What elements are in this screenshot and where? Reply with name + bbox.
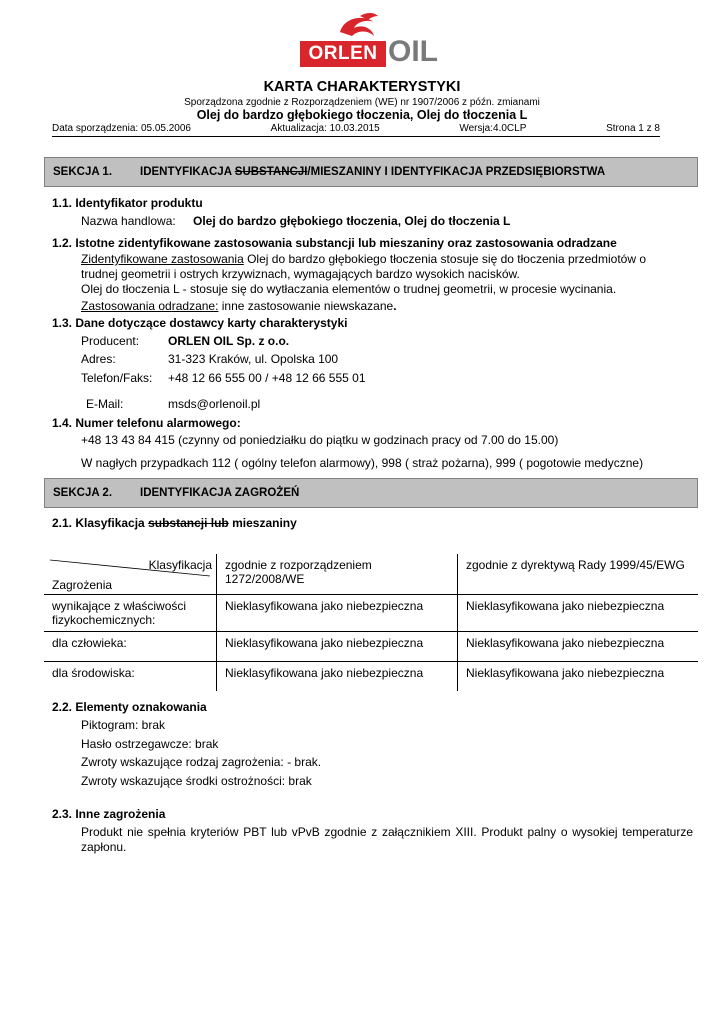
signal-word-line: Hasło ostrzegawcze: brak — [81, 737, 219, 751]
corner-hazards-label: Zagrożenia — [52, 577, 113, 592]
row-value-regulation: Nieklasyfikowana jako niebezpieczna — [217, 594, 458, 631]
page-number: Strona 1 z 8 — [606, 123, 660, 134]
hazard-statements-line: Zwroty wskazujące rodzaj zagrożenia: - brak. — [81, 755, 322, 769]
producer-label: Producent: — [81, 334, 140, 348]
advised-against-label: Zastosowania odradzane: — [81, 299, 219, 313]
header-divider — [52, 136, 660, 137]
section-1-title: IDENTYFIKACJA SUBSTANCJI/MIESZANINY I IDENTYFIKACJA PRZEDSIĘBIORSTWA — [140, 166, 606, 178]
identified-uses: Zidentyfikowane zastosowania Olej do bardzo głębokiego tłoczenia stosuje się do tłoczenia przedmiotów o trudnej geometrii i ostrych krzywiznach, wymagających bardzo wysokich nacisków. Olej do tłoczenia L - stosuje się do wytłaczania elementów o trudnej geometrii, w procesie wycinania. Zastosowania odradzane: inne zastosowanie niewskazane. — [81, 252, 646, 313]
emergency-numbers-line: W nagłych przypadkach 112 ( ogólny telefon alarmowy), 998 ( straż pożarna), 999 ( pogotowie medyczne) — [81, 456, 644, 470]
product-title: Olej do bardzo głębokiego tłoczenia, Olej do tłoczenia L — [196, 108, 528, 122]
date-prepared: Data sporządzenia: 05.05.2006 — [52, 123, 191, 134]
address-value: 31-323 Kraków, ul. Opolska 100 — [168, 352, 339, 366]
col-regulation-header: zgodnie z rozporządzeniem 1272/2008/WE — [217, 554, 458, 594]
trade-name-value: Olej do bardzo głębokiego tłoczenia, Olej do tłoczenia L — [193, 214, 511, 228]
table-header-row — [44, 554, 698, 594]
document-subtitle: Sporządzona zgodnie z Rozporządzeniem (WE) nr 1907/2006 z późn. zmianami — [184, 97, 540, 108]
s12-title: 1.2. Istotne zidentyfikowane zastosowania substancji lub mieszaniny oraz zastosowania odradzane — [52, 236, 617, 250]
section-1-number: SEKCJA 1. — [53, 166, 113, 178]
row-label: dla środowiska: — [44, 661, 217, 691]
precautionary-statements-line: Zwroty wskazujące środki ostrożności: brak — [81, 774, 312, 788]
s23-title: 2.3. Inne zagrożenia — [52, 807, 166, 821]
classification-table — [44, 554, 698, 691]
phone-label: Telefon/Faks: — [81, 371, 153, 385]
logo-oil-text: OIL — [388, 35, 438, 68]
producer-value: ORLEN OIL Sp. z o.o. — [168, 334, 290, 348]
document-title: KARTA CHARAKTERYSTYKI — [263, 79, 461, 95]
orlen-oil-logo — [300, 10, 450, 70]
phone-value: +48 12 66 555 00 / +48 12 66 555 01 — [168, 371, 366, 385]
email-link[interactable]: msds@orlenoil.pl — [168, 397, 261, 411]
identified-uses-label: Zidentyfikowane zastosowania — [81, 252, 244, 266]
pictogram-line: Piktogram: brak — [81, 718, 166, 732]
table-row — [44, 661, 698, 691]
corner-classification-label: Klasyfikacja — [148, 558, 212, 572]
col-directive-header: zgodnie z dyrektywą Rady 1999/45/EWG — [466, 558, 685, 572]
logo-brand-text: ORLEN — [308, 43, 378, 64]
row-value-regulation: Nieklasyfikowana jako niebezpieczna — [217, 661, 458, 691]
row-label: wynikające z właściwości fizykochemicznych: — [44, 594, 217, 631]
header-meta-row — [52, 123, 660, 134]
row-value-regulation: Nieklasyfikowana jako niebezpieczna — [217, 631, 458, 661]
emergency-phone-line: +48 13 43 84 415 (czynny od poniedziałku do piątku w godzinach pracy od 7.00 do 15.00) — [81, 433, 559, 447]
update-date: Aktualizacja: 10.03.2015 — [270, 123, 380, 134]
email-label: E-Mail: — [86, 397, 124, 411]
section-2-number: SEKCJA 2. — [53, 487, 113, 499]
table-row — [44, 631, 698, 661]
s11-title: 1.1. Identyfikator produktu — [52, 196, 203, 210]
address-label: Adres: — [81, 352, 116, 366]
s13-title: 1.3. Dane dotyczące dostawcy karty charakterystyki — [52, 316, 348, 330]
version: Wersja:4.0CLP — [459, 123, 527, 134]
s22-title: 2.2. Elementy oznakowania — [52, 700, 207, 714]
section-2-header — [44, 478, 698, 508]
row-value-directive: Nieklasyfikowana jako niebezpieczna — [458, 631, 699, 661]
row-label: dla człowieka: — [44, 631, 217, 661]
table-corner-cell — [44, 554, 217, 594]
row-value-directive: Nieklasyfikowana jako niebezpieczna — [458, 594, 699, 631]
section-1-header — [44, 157, 698, 187]
section-2-title: IDENTYFIKACJA ZAGROŻEŃ — [140, 487, 300, 499]
table-row — [44, 594, 698, 631]
s21-title: 2.1. Klasyfikacja substancji lub mieszaniny — [52, 516, 297, 530]
trade-name-label: Nazwa handlowa: — [81, 214, 176, 228]
other-hazards-text: Produkt nie spełnia kryteriów PBT lub vPvB zgodnie z załącznikiem XIII. Produkt palny o wysokiej temperaturze zapłonu. — [81, 825, 693, 854]
row-value-directive: Nieklasyfikowana jako niebezpieczna — [458, 661, 699, 691]
s14-title: 1.4. Numer telefonu alarmowego: — [52, 416, 241, 430]
